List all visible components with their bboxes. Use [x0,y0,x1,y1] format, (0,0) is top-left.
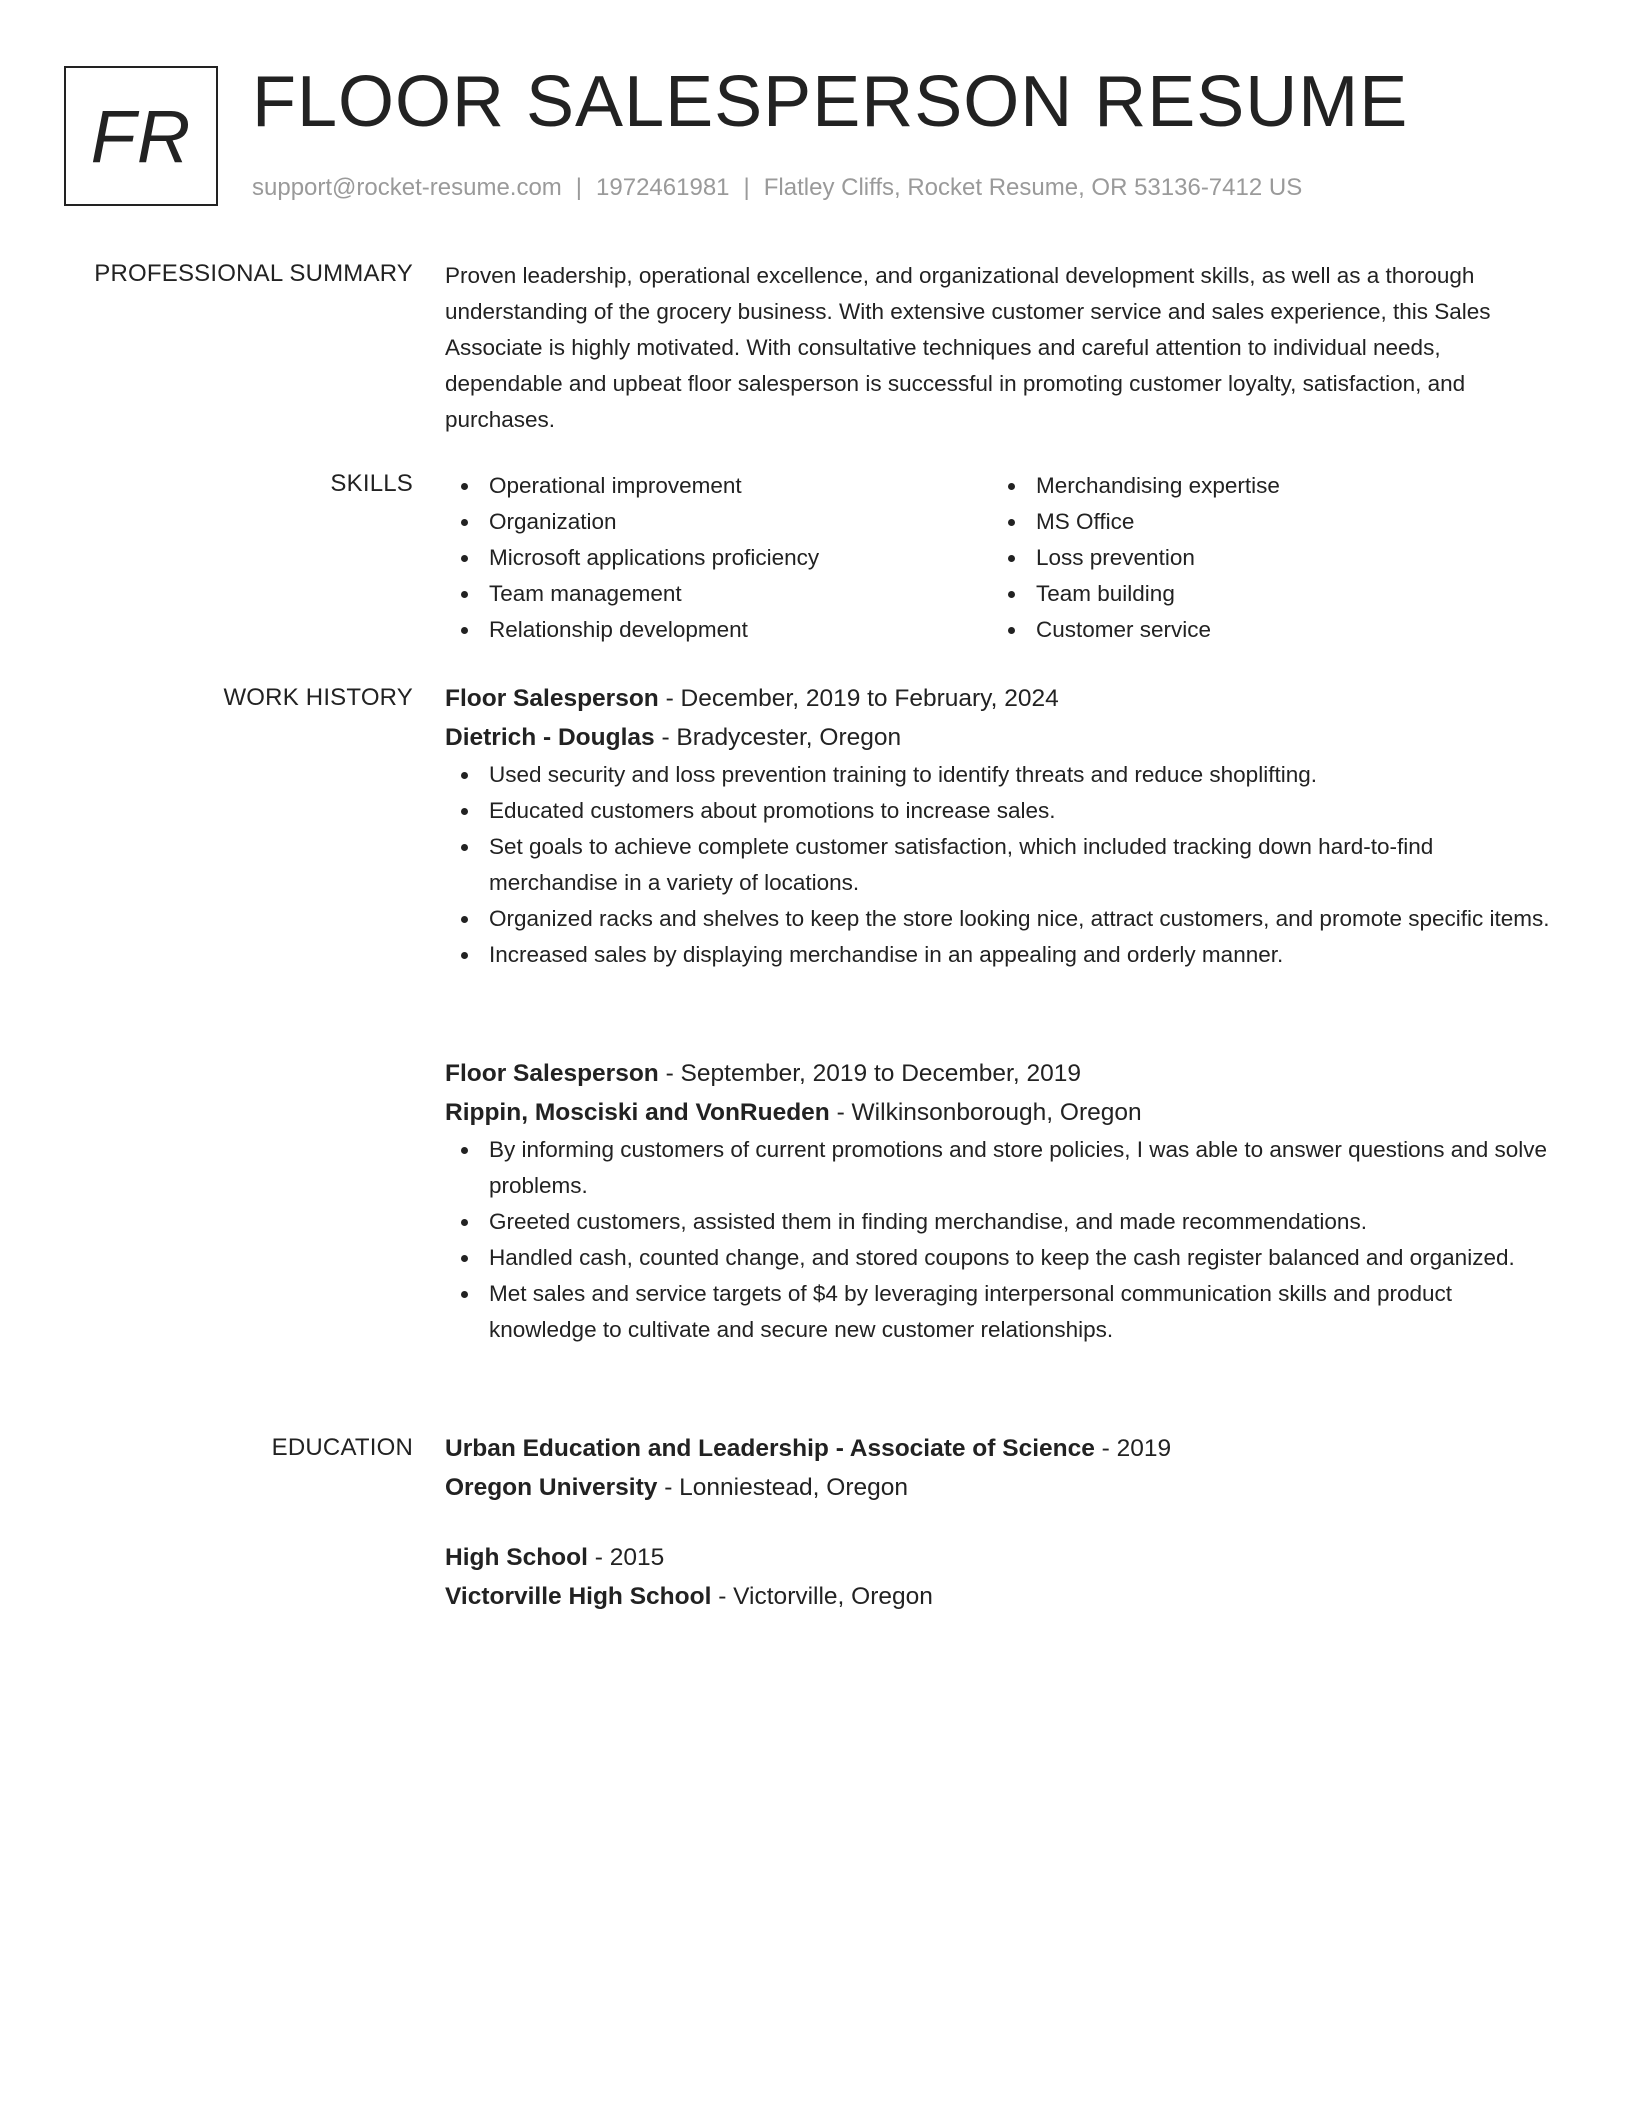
work-history-heading: WORK HISTORY [223,684,413,711]
monogram-logo: FR [64,66,218,206]
skill-item: Team management [445,576,992,612]
contact-line [252,172,1302,204]
education-entry [445,1538,1560,1616]
skill-item: Loss prevention [992,540,1539,576]
education-year: - 2015 [587,1544,665,1571]
job-title-line [445,679,1560,718]
education-school: Victorville High School [445,1583,712,1610]
skill-item: Operational improvement [445,468,992,504]
job-title-line [445,1054,1560,1093]
skill-item: Team building [992,576,1539,612]
job-duty: Handled cash, counted change, and stored coupons to keep the cash register balanced and organized. [445,1240,1560,1276]
skill-item: Microsoft applications proficiency [445,540,992,576]
job-company-line [445,718,1560,757]
contact-email: support@rocket-resume.com [252,174,562,201]
job-duty: Set goals to achieve complete customer satisfaction, which included tracking down hard-to-find merchandise in a variety of locations. [445,829,1560,901]
job-company: Dietrich - Douglas [445,724,655,751]
job-entry [445,1054,1560,1348]
skill-item: MS Office [992,504,1539,540]
education-location: - Victorville, Oregon [711,1583,933,1610]
job-duties [445,757,1560,973]
skills-list-left [445,468,992,648]
job-duty: Educated customers about promotions to increase sales. [445,793,1560,829]
job-location: - Bradycester, Oregon [654,724,902,751]
skills-heading: SKILLS [330,470,413,497]
job-duty: Organized racks and shelves to keep the store looking nice, attract customers, and promote specific items. [445,901,1560,937]
skills-section [445,468,1560,648]
contact-separator: | [743,174,750,201]
summary-heading: PROFESSIONAL SUMMARY [94,260,413,287]
job-duty: By informing customers of current promotions and store policies, I was able to answer questions and solve problems. [445,1132,1560,1204]
summary-text: Proven leadership, operational excellence, and organizational development skills, as well as a thorough understanding of the grocery business. With extensive customer service and sales experience, this Sales Associate is highly motivated. With consultative techniques and careful attention to individual needs, dependable and upbeat floor salesperson is successful in promoting customer loyalty, satisfaction, and purchases. [445,263,1491,432]
page-title: FLOOR SALESPERSON RESUME [252,62,1409,142]
education-school: Oregon University [445,1474,658,1501]
contact-phone: 1972461981 [596,174,730,201]
education-degree: High School [445,1544,588,1571]
job-dates: - September, 2019 to December, 2019 [658,1060,1081,1087]
job-location: - Wilkinsonborough, Oregon [829,1099,1142,1126]
job-duty: Increased sales by displaying merchandise in an appealing and orderly manner. [445,937,1560,973]
contact-address: Flatley Cliffs, Rocket Resume, OR 53136-7412 US [763,174,1303,201]
job-duty: Met sales and service targets of $4 by leveraging interpersonal communication skills and product knowledge to cultivate and secure new customer relationships. [445,1276,1560,1348]
education-school-line [445,1468,1560,1507]
job-company-line [445,1093,1560,1132]
education-entry [445,1429,1560,1507]
job-duties [445,1132,1560,1348]
education-degree: Urban Education and Leadership - Associate of Science [445,1435,1095,1462]
skill-item: Relationship development [445,612,992,648]
summary-section [445,258,1560,438]
education-heading: EDUCATION [271,1434,413,1461]
job-duty: Used security and loss prevention training to identify threats and reduce shoplifting. [445,757,1560,793]
education-school-line [445,1577,1560,1616]
job-title: Floor Salesperson [445,685,659,712]
job-duty: Greeted customers, assisted them in finding merchandise, and made recommendations. [445,1204,1560,1240]
contact-separator: | [575,174,583,201]
job-entry [445,679,1560,973]
job-dates: - December, 2019 to February, 2024 [658,685,1059,712]
skills-list-right [992,468,1539,648]
job-title: Floor Salesperson [445,1060,659,1087]
education-degree-line [445,1429,1560,1468]
education-degree-line [445,1538,1560,1577]
skill-item: Customer service [992,612,1539,648]
skill-item: Organization [445,504,992,540]
job-company: Rippin, Mosciski and VonRueden [445,1099,830,1126]
skill-item: Merchandising expertise [992,468,1539,504]
education-location: - Lonniestead, Oregon [657,1474,909,1501]
education-year: - 2019 [1094,1435,1172,1462]
